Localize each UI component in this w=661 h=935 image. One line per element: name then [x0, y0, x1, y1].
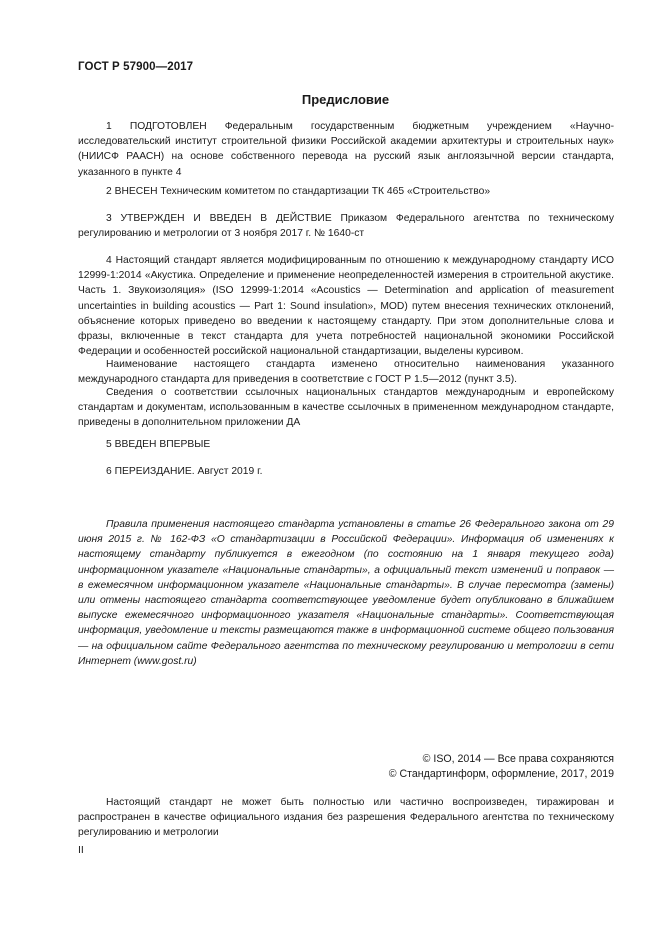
- paragraph-2-introduced: 2 ВНЕСЕН Техническим комитетом по стандартизации ТК 465 «Строительство»: [106, 186, 491, 197]
- paragraph-4-name-change: Наименование настоящего стандарта изменено относительно наименования указанного международного стандарта для приведения в соответствие с ГОСТ Р 1.5—2012 (пункт 3.5).: [78, 359, 614, 386]
- copyright-standartinform: © Стандартинформ, оформление, 2017, 2019: [388, 768, 614, 780]
- paragraph-6-reissue: 6 ПЕРЕИЗДАНИЕ. Август 2019 г.: [106, 466, 263, 477]
- paragraph-4-references: Сведения о соответствии ссылочных национальных стандартов международным и европейскому стандартам и документам, использованным в качестве ссылочных в примененном международном стандарте, приведены в дополнительном приложении ДА: [78, 387, 614, 429]
- paragraph-1-prepared: 1 ПОДГОТОВЛЕН Федеральным государственным бюджетным учреждением «Научно-исследовательский институт строительной физики Российской академии архитектуры и строительных наук» (НИИСФ РААСН) на основе собственного перевода на русский язык англоязычной версии стандарта, указанного в пункте 4: [78, 121, 614, 178]
- paragraph-4-modified: 4 Настоящий стандарт является модифицированным по отношению к международному стандарту ИСО 12999-1:2014 «Акустика. Определение и применение неопределенностей измерения в строительной акустике. Часть 1. Звукоизоляция» (ISO 12999-1:2014 «Acoustics — Determination and application of measurement uncertainties in building acoustics — Part 1: Sound insulation», MOD) путем внесения технических отклонений, объяснение которых приведено во введении к настоящему стандарту. При этом дополнительные слова и фразы, включенные в текст стандарта для учета потребностей национальной экономики Российской Федерации и особенностей российской национальной стандартизации, выделены курсивом.: [78, 255, 614, 358]
- copyright-block: [389, 752, 614, 782]
- paragraph-5-first-introduced: 5 ВВЕДЕН ВПЕРВЫЕ: [106, 439, 211, 450]
- copyright-iso: © ISO, 2014 — Все права сохраняются: [422, 753, 614, 765]
- paragraph-3-approved: 3 УТВЕРЖДЕН И ВВЕДЕН В ДЕЙСТВИЕ Приказом Федерального агентства по техническому регулированию и метрологии от 3 ноября 2017 г. № 1640-ст: [78, 213, 614, 240]
- page-title: Предисловие: [301, 92, 390, 107]
- standard-code-header: ГОСТ Р 57900—2017: [78, 61, 194, 73]
- reproduction-notice: Настоящий стандарт не может быть полностью или частично воспроизведен, тиражирован и распространен в качестве официального издания без разрешения Федерального агентства по техническому регулированию и метрологии: [78, 797, 614, 839]
- page-number: II: [78, 844, 84, 856]
- application-rules-notice: Правила применения настоящего стандарта установлены в статье 26 Федерального закона от 29 июня 2015 г. № 162-ФЗ «О стандартизации в Российской Федерации». Информация об изменениях к настоящему стандарту публикуется в ежегодном (по состоянию на 1 января текущего года) информационном указателе «Национальные стандарты», а официальный текст изменений и поправок — в ежемесячном информационном указателе «Национальные стандарты». В случае пересмотра (замены) или отмены настоящего стандарта соответствующее уведомление будет опубликовано в ближайшем выпуске ежемесячного информационного указателя «Национальные стандарты». Соответствующая информация, уведомление и тексты размещаются также в информационной системе общего пользования — на официальном сайте Федерального агентства по техническому регулированию и метрологии в сети Интернет (www.gost.ru): [78, 519, 614, 667]
